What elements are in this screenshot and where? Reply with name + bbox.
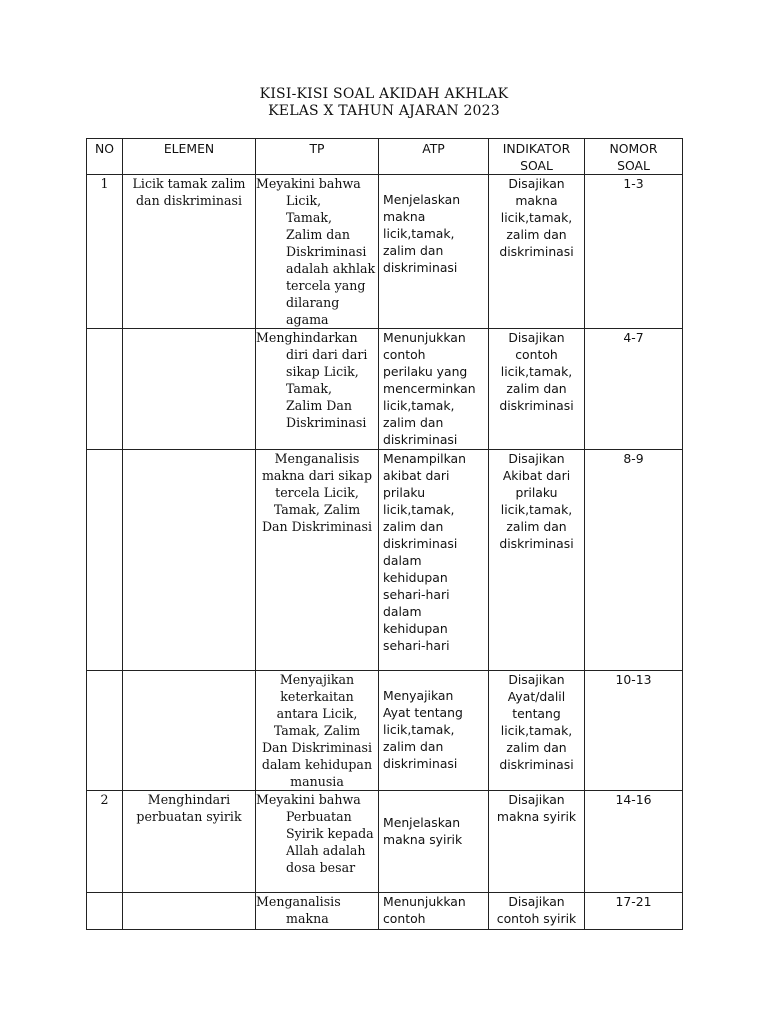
cell-tp-line: Diskriminasi — [286, 415, 367, 430]
cell-atp — [379, 791, 489, 893]
header-no: NO — [87, 139, 123, 175]
cell-atp-line: Menjelaskan — [383, 192, 461, 207]
header-elemen: ELEMEN — [123, 139, 256, 175]
cell-atp-line: diskriminasi — [383, 536, 458, 551]
cell-elemen — [123, 893, 256, 930]
table-header-row — [87, 139, 683, 175]
cell-no: 1 — [87, 175, 123, 329]
cell-tp — [256, 450, 379, 671]
table-row — [87, 329, 683, 450]
cell-tp-line: Syirik kepada — [286, 826, 374, 841]
cell-indikator — [489, 791, 585, 893]
cell-indikator-line: Disajikan — [508, 894, 565, 909]
cell-atp-line: zalim dan — [383, 415, 444, 430]
cell-atp-line: perilaku yang — [383, 364, 468, 379]
cell-tp-line: Menyajikan — [279, 672, 355, 687]
cell-indikator — [489, 175, 585, 329]
cell-nomor: 17-21 — [585, 893, 683, 930]
cell-indikator-line: zalim dan — [506, 381, 567, 396]
cell-indikator — [489, 450, 585, 671]
table-row — [87, 791, 683, 893]
cell-elemen-line: perbuatan syirik — [136, 809, 242, 824]
cell-tp-line: manusia — [290, 774, 344, 789]
cell-atp-line: contoh — [383, 347, 426, 362]
cell-indikator-line: prilaku — [515, 485, 558, 500]
cell-no — [87, 450, 123, 671]
cell-tp-line: tercela yang — [286, 278, 366, 293]
cell-tp-line: dalam kehidupan — [261, 757, 373, 772]
header-indikator-line2: SOAL — [520, 158, 553, 173]
cell-tp-line: Menganalisis — [274, 451, 360, 466]
cell-tp-line: antara Licik, — [276, 706, 358, 721]
cell-atp-line: sehari-hari — [383, 638, 450, 653]
cell-no: 2 — [87, 791, 123, 893]
cell-atp-line: licik,tamak, — [383, 722, 455, 737]
cell-atp-line: Menunjukkan — [383, 894, 466, 909]
cell-indikator-line: Disajikan — [508, 330, 565, 345]
cell-atp-line: dalam — [383, 604, 422, 619]
cell-tp-line: Zalim dan — [286, 227, 350, 242]
cell-tp-line: Dan Diskriminasi — [261, 740, 373, 755]
cell-indikator-line: diskriminasi — [499, 536, 574, 551]
cell-nomor: 8-9 — [585, 450, 683, 671]
cell-indikator — [489, 893, 585, 930]
header-nomor-line1: NOMOR — [609, 141, 658, 156]
cell-no — [87, 893, 123, 930]
cell-tp-line: dilarang — [286, 295, 340, 310]
header-indikator-line1: INDIKATOR — [502, 141, 571, 156]
cell-indikator-line: licik,tamak, — [500, 723, 573, 738]
cell-indikator-line: zalim dan — [506, 740, 567, 755]
cell-elemen-line: Licik tamak zalim — [132, 176, 246, 191]
cell-atp-line: zalim dan — [383, 519, 444, 534]
cell-indikator-line: Disajikan — [508, 672, 565, 687]
header-indikator-soal — [489, 139, 585, 175]
cell-tp-line: sikap Licik, — [286, 364, 359, 379]
cell-elemen-line: Menghindari — [147, 792, 231, 807]
cell-elemen-line: dan diskriminasi — [136, 193, 242, 208]
cell-tp-first: Menganalisis — [256, 894, 341, 909]
cell-no — [87, 671, 123, 791]
cell-atp-line: zalim dan — [383, 243, 444, 258]
cell-tp — [256, 791, 379, 893]
cell-tp-first: Meyakini bahwa — [256, 792, 361, 807]
cell-nomor: 1-3 — [585, 175, 683, 329]
cell-indikator-line: diskriminasi — [499, 398, 574, 413]
cell-atp — [379, 175, 489, 329]
cell-elemen — [123, 329, 256, 450]
cell-indikator-line: Disajikan — [508, 451, 565, 466]
cell-indikator-line: makna syirik — [496, 809, 577, 824]
cell-indikator-line: diskriminasi — [499, 757, 574, 772]
cell-tp-line: Diskriminasi — [286, 244, 367, 259]
cell-nomor: 10-13 — [585, 671, 683, 791]
cell-indikator-line: zalim dan — [506, 519, 567, 534]
cell-tp-first: Meyakini bahwa — [256, 176, 361, 191]
cell-tp-line: Tamak, — [286, 381, 333, 396]
header-nomor-soal — [585, 139, 683, 175]
cell-tp-line: diri dari dari — [286, 347, 368, 362]
cell-tp-first: Menghindarkan — [256, 330, 358, 345]
cell-atp-line: akibat dari — [383, 468, 450, 483]
cell-tp-line: Perbuatan — [286, 809, 352, 824]
cell-atp-line: diskriminasi — [383, 432, 458, 447]
cell-atp-line: kehidupan — [383, 621, 448, 636]
cell-tp-line: Dan Diskriminasi — [261, 519, 373, 534]
cell-tp-line: Tamak, — [286, 210, 333, 225]
cell-tp — [256, 893, 379, 930]
cell-indikator-line: Disajikan — [508, 176, 565, 191]
cell-atp-line: licik,tamak, — [383, 226, 455, 241]
table-row — [87, 175, 683, 329]
cell-atp-line: diskriminasi — [383, 756, 458, 771]
cell-tp — [256, 329, 379, 450]
cell-atp-line: mencerminkan — [383, 381, 476, 396]
cell-indikator-line: Ayat/dalil — [507, 689, 566, 704]
cell-atp-line: Menjelaskan — [383, 815, 461, 830]
cell-atp-line: dalam — [383, 553, 422, 568]
cell-indikator-line: contoh syirik — [496, 911, 577, 926]
cell-no — [87, 329, 123, 450]
table-row — [87, 671, 683, 791]
cell-atp-line: contoh — [383, 911, 426, 926]
cell-atp-line: Menyajikan — [383, 688, 454, 703]
cell-tp-line: makna — [286, 911, 329, 926]
cell-atp-line: prilaku — [383, 485, 426, 500]
cell-indikator-line: licik,tamak, — [500, 502, 573, 517]
header-atp: ATP — [379, 139, 489, 175]
cell-tp-line: dosa besar — [286, 860, 356, 875]
cell-elemen — [123, 671, 256, 791]
cell-indikator-line: zalim dan — [506, 227, 567, 242]
cell-elemen — [123, 175, 256, 329]
cell-atp — [379, 329, 489, 450]
cell-atp-line: licik,tamak, — [383, 398, 455, 413]
cell-indikator-line: diskriminasi — [499, 244, 574, 259]
cell-atp-line: licik,tamak, — [383, 502, 455, 517]
header-tp: TP — [256, 139, 379, 175]
cell-indikator-line: licik,tamak, — [500, 364, 573, 379]
cell-tp-line: tercela Licik, — [275, 485, 359, 500]
cell-indikator-line: makna — [515, 193, 558, 208]
cell-elemen — [123, 791, 256, 893]
document-title: KISI-KISI SOAL AKIDAH AKHLAK — [259, 86, 509, 102]
cell-nomor: 14-16 — [585, 791, 683, 893]
cell-atp-line: makna syirik — [383, 832, 463, 847]
cell-indikator-line: contoh — [515, 347, 558, 362]
cell-indikator-line: Disajikan — [508, 792, 565, 807]
cell-indikator-line: licik,tamak, — [500, 210, 573, 225]
cell-tp-line: Tamak, Zalim — [273, 723, 361, 738]
cell-tp-line: keterkaitan — [280, 689, 354, 704]
cell-nomor: 4-7 — [585, 329, 683, 450]
cell-atp-line: makna — [383, 209, 426, 224]
cell-atp-line: diskriminasi — [383, 260, 458, 275]
cell-tp-line: adalah akhlak — [286, 261, 376, 276]
cell-indikator-line: tentang — [512, 706, 561, 721]
cell-atp — [379, 671, 489, 791]
cell-atp-line: sehari-hari — [383, 587, 450, 602]
cell-tp-line: agama — [286, 312, 329, 327]
cell-elemen — [123, 450, 256, 671]
cell-tp-line: Zalim Dan — [286, 398, 352, 413]
cell-tp-line: Tamak, Zalim — [273, 502, 361, 517]
cell-tp — [256, 175, 379, 329]
cell-tp-line: makna dari sikap — [261, 468, 373, 483]
cell-atp — [379, 893, 489, 930]
cell-atp-line: Ayat tentang — [383, 705, 463, 720]
kisi-kisi-table — [86, 138, 683, 930]
table-row — [87, 450, 683, 671]
document-subtitle: KELAS X TAHUN AJARAN 2023 — [268, 103, 500, 119]
cell-atp — [379, 450, 489, 671]
cell-atp-line: Menunjukkan — [383, 330, 466, 345]
cell-indikator — [489, 329, 585, 450]
cell-atp-line: zalim dan — [383, 739, 444, 754]
cell-atp-line: Menampilkan — [383, 451, 466, 466]
table-row — [87, 893, 683, 930]
cell-indikator — [489, 671, 585, 791]
cell-atp-line: kehidupan — [383, 570, 448, 585]
cell-indikator-line: Akibat dari — [502, 468, 571, 483]
header-nomor-line2: SOAL — [617, 158, 650, 173]
cell-tp-line: Licik, — [286, 193, 322, 208]
cell-tp-line: Allah adalah — [286, 843, 366, 858]
cell-tp — [256, 671, 379, 791]
